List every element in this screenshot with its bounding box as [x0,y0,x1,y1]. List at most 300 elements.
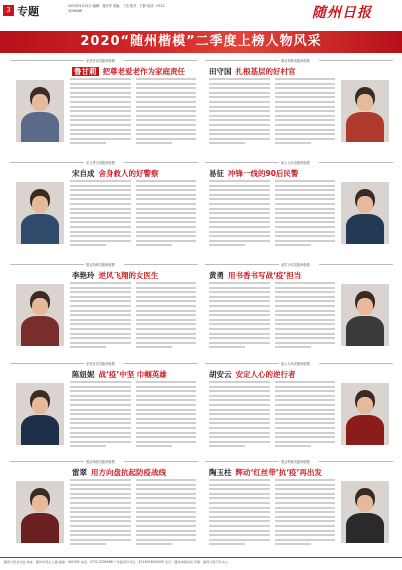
text-line [70,244,106,246]
text-line [275,282,336,284]
card-headline [72,270,159,281]
text-line [209,520,270,522]
text-line [136,534,197,536]
person-photo [341,481,389,543]
text-line [275,138,336,140]
text-line [209,386,270,388]
card-title: 逆风飞翔的女医生 [98,271,159,280]
text-line [136,235,197,237]
card-title: 辉动‘红丝带’抗‘疫’再出发 [235,468,322,477]
profile-card [205,160,393,258]
text-line [70,539,131,541]
text-line [209,381,270,383]
text-line [275,333,336,335]
text-line [275,346,311,348]
text-line [209,314,270,316]
text-line [70,337,131,339]
text-line [275,92,336,94]
person-name: 鲁甘莉 [74,67,97,76]
text-line [275,314,336,316]
text-line [136,319,197,321]
text-line [209,87,270,89]
text-line [70,119,131,121]
text-line [209,78,270,80]
text-line [70,96,131,98]
text-line [209,110,270,112]
text-line [70,300,131,302]
text-line [275,96,336,98]
text-line [275,221,336,223]
card-category: 助人为乐类随州楷模 [281,362,310,366]
text-line [70,101,131,103]
card-headline [72,66,185,77]
text-line [136,296,197,298]
article-text [70,78,196,152]
text-line [136,427,197,429]
text-line [136,502,197,504]
text-line [70,516,131,518]
text-line [136,530,197,532]
text-line [209,133,270,135]
text-line [70,543,106,545]
issue-meta: 2020年9月25日 编辑：聂永华 美编：丁洁 校对：王静 电话：0722-3256086 [68,4,166,13]
text-line [209,189,270,191]
text-line [275,337,336,339]
text-line [275,142,311,144]
text-line [275,502,336,504]
text-line [136,115,197,117]
card-headline [72,168,159,179]
text-line [70,525,131,527]
text-line [136,399,197,401]
text-line [275,300,336,302]
page-number: 3 [3,5,14,16]
text-line [136,539,197,541]
text-line [275,543,311,545]
card-title: 战‘疫’中坚 巾帼英雄 [98,370,167,379]
text-line [209,413,270,415]
text-line [209,310,270,312]
text-line [70,198,131,200]
divider [205,162,279,163]
card-headline [209,66,296,77]
text-line [209,342,270,344]
text-line [136,328,197,330]
text-line [275,436,336,438]
text-line [209,333,270,335]
card-headline [209,369,296,380]
card-category: 敬业奉献类随州楷模 [86,460,115,464]
person-name: 宋自成 [72,169,95,178]
text-line [209,194,270,196]
text-line [275,87,336,89]
text-line [275,507,336,509]
text-line [70,413,131,415]
text-line [136,395,197,397]
text-line [136,110,197,112]
text-line [275,488,336,490]
text-line [136,212,197,214]
text-line [70,115,131,117]
text-line [70,129,131,131]
text-line [275,310,336,312]
text-line [209,119,270,121]
text-line [209,226,270,228]
text-line [70,422,131,424]
text-line [209,484,270,486]
text-line [70,212,131,214]
article-text [209,180,335,254]
text-line [275,404,336,406]
text-line [136,217,197,219]
text-line [136,543,172,545]
text-line [209,217,270,219]
profile-card [205,58,393,156]
text-line [209,395,270,397]
text-line [136,479,197,481]
text-line [275,395,336,397]
person-photo [341,383,389,445]
text-line [209,101,270,103]
text-line [209,488,270,490]
text-line [209,409,270,411]
text-line [70,507,131,509]
text-line [275,484,336,486]
text-line [136,333,197,335]
text-line [70,87,131,89]
text-line [136,129,197,131]
divider [319,60,393,61]
newspaper-logo: 随州日报 [312,5,372,21]
divider [124,264,198,265]
person-photo [16,182,64,244]
card-category: 孝老爱亲类随州楷模 [86,362,115,366]
text-line [209,497,270,499]
text-line [209,203,270,205]
text-line [70,194,131,196]
text-line [70,189,131,191]
text-line [136,418,197,420]
text-line [275,511,336,513]
text-line [70,404,131,406]
text-line [209,291,270,293]
text-line [136,422,197,424]
divider [319,162,393,163]
text-line [70,231,131,233]
text-line [275,497,336,499]
text-line [275,226,336,228]
text-line [70,78,131,80]
text-line [136,180,197,182]
text-line [136,287,197,289]
text-line [70,520,131,522]
person-name: 胡安云 [209,370,232,379]
card-title: 扎根基层的好村官 [235,67,296,76]
text-line [275,291,336,293]
text-line [209,106,270,108]
text-line [70,240,131,242]
text-line [136,497,197,499]
divider [205,60,279,61]
text-line [70,493,131,495]
banner-title: 2020“随州楷模”二季度上榜人物风采 [80,34,322,49]
text-line [70,142,106,144]
text-line [275,78,336,80]
text-line [70,138,131,140]
text-line [70,217,131,219]
profile-card [10,160,198,258]
text-line [70,323,131,325]
text-line [136,92,197,94]
divider [10,162,84,163]
text-line [275,106,336,108]
card-headline [209,467,322,478]
text-line [209,138,270,140]
text-line [275,83,336,85]
text-line [136,189,197,191]
text-line [275,208,336,210]
section-title: 专题 [17,5,39,18]
text-line [70,92,131,94]
divider [205,264,279,265]
divider [319,461,393,462]
text-line [275,212,336,214]
text-line [136,221,197,223]
card-category: 敬业奉献类随州楷模 [86,263,115,267]
text-line [209,507,270,509]
text-line [209,96,270,98]
text-line [70,110,131,112]
text-line [136,142,172,144]
text-line [209,296,270,298]
text-line [136,96,197,98]
text-line [136,124,197,126]
text-line [136,305,197,307]
text-line [209,92,270,94]
text-line [209,221,270,223]
text-line [209,300,270,302]
text-line [209,432,270,434]
text-line [209,319,270,321]
divider [319,264,393,265]
text-line [209,208,270,210]
person-photo [341,80,389,142]
card-title: 舍身救人的好警察 [98,169,159,178]
card-category: 孝老爱亲类随州楷模 [86,59,115,63]
text-line [70,479,131,481]
text-line [275,409,336,411]
text-line [275,101,336,103]
text-line [209,198,270,200]
text-line [136,484,197,486]
divider [124,162,198,163]
text-line [136,516,197,518]
text-line [136,78,197,80]
card-title: 冲锋一线的90后民警 [228,169,299,178]
text-line [70,497,131,499]
article-text [70,282,196,356]
text-line [209,539,270,541]
text-line [275,432,336,434]
text-line [70,409,131,411]
text-line [275,180,336,182]
text-line [209,493,270,495]
text-line [275,386,336,388]
text-line [209,525,270,527]
text-line [275,217,336,219]
text-line [275,441,336,443]
text-line [275,530,336,532]
text-line [275,235,336,237]
text-line [70,328,131,330]
text-line [275,115,336,117]
text-line [209,422,270,424]
text-line [136,381,197,383]
text-line [209,212,270,214]
text-line [136,240,197,242]
text-line [275,525,336,527]
text-line [70,436,131,438]
text-line [209,305,270,307]
text-line [275,381,336,383]
person-name: 陈妞妮 [72,370,95,379]
text-line [275,231,336,233]
text-line [136,310,197,312]
divider [10,461,84,462]
text-line [70,310,131,312]
text-line [70,488,131,490]
text-line [209,427,270,429]
card-category: 见义勇为类随州楷模 [86,161,115,165]
text-line [136,291,197,293]
text-line [136,323,197,325]
text-line [209,543,245,545]
page-header [0,0,402,30]
text-line [70,511,131,513]
text-line [209,124,270,126]
text-line [136,390,197,392]
text-line [136,488,197,490]
text-line [275,198,336,200]
person-photo [341,284,389,346]
card-headline [209,270,301,281]
card-headline [209,168,298,179]
profile-card [205,361,393,459]
text-line [209,235,270,237]
text-line [136,208,197,210]
text-line [70,484,131,486]
text-line [275,119,336,121]
card-title: 把尊老爱老作为家庭责任 [102,67,185,76]
divider [124,461,198,462]
text-line [209,323,270,325]
text-line [209,328,270,330]
page-footer [0,557,402,570]
text-line [209,185,270,187]
text-line [136,244,172,246]
text-line [275,534,336,536]
text-line [136,413,197,415]
text-line [136,198,197,200]
person-photo [16,284,64,346]
text-line [70,124,131,126]
text-line [136,203,197,205]
article-text [209,78,335,152]
text-line [70,314,131,316]
text-line [209,511,270,513]
text-line [275,493,336,495]
text-line [70,432,131,434]
text-line [209,404,270,406]
person-photo [16,383,64,445]
text-line [136,226,197,228]
divider [124,60,198,61]
text-line [70,530,131,532]
title-banner [0,31,402,53]
text-line [70,226,131,228]
text-line [275,296,336,298]
text-line [136,87,197,89]
person-name: 田守国 [209,67,232,76]
card-category: 敬业奉献类随州楷模 [281,460,310,464]
text-line [275,194,336,196]
text-line [275,244,311,246]
text-line [209,445,245,447]
text-line [136,346,172,348]
profile-card [205,459,393,557]
text-line [70,395,131,397]
text-line [70,418,131,420]
text-line [70,180,131,182]
text-line [136,342,197,344]
text-line [209,180,270,182]
text-line [70,427,131,429]
text-line [136,101,197,103]
text-line [275,516,336,518]
text-line [70,319,131,321]
person-photo [16,481,64,543]
person-name: 黄勇 [209,271,224,280]
text-line [70,133,131,135]
card-headline [72,369,167,380]
text-line [70,287,131,289]
text-line [209,502,270,504]
text-line [136,445,172,447]
text-line [275,422,336,424]
text-line [136,314,197,316]
text-line [209,115,270,117]
text-line [70,221,131,223]
divider [205,363,279,364]
text-line [209,436,270,438]
article-text [209,381,335,455]
text-line [136,386,197,388]
text-line [136,507,197,509]
text-line [70,346,106,348]
text-line [209,129,270,131]
text-line [70,235,131,237]
text-line [70,208,131,210]
text-line [136,231,197,233]
text-line [136,432,197,434]
card-category: 诚实守信类随州楷模 [281,263,310,267]
article-text [70,180,196,254]
profile-card [10,58,198,156]
text-line [209,142,245,144]
person-name: 雷翠 [72,468,87,477]
text-line [136,106,197,108]
profile-card [10,361,198,459]
